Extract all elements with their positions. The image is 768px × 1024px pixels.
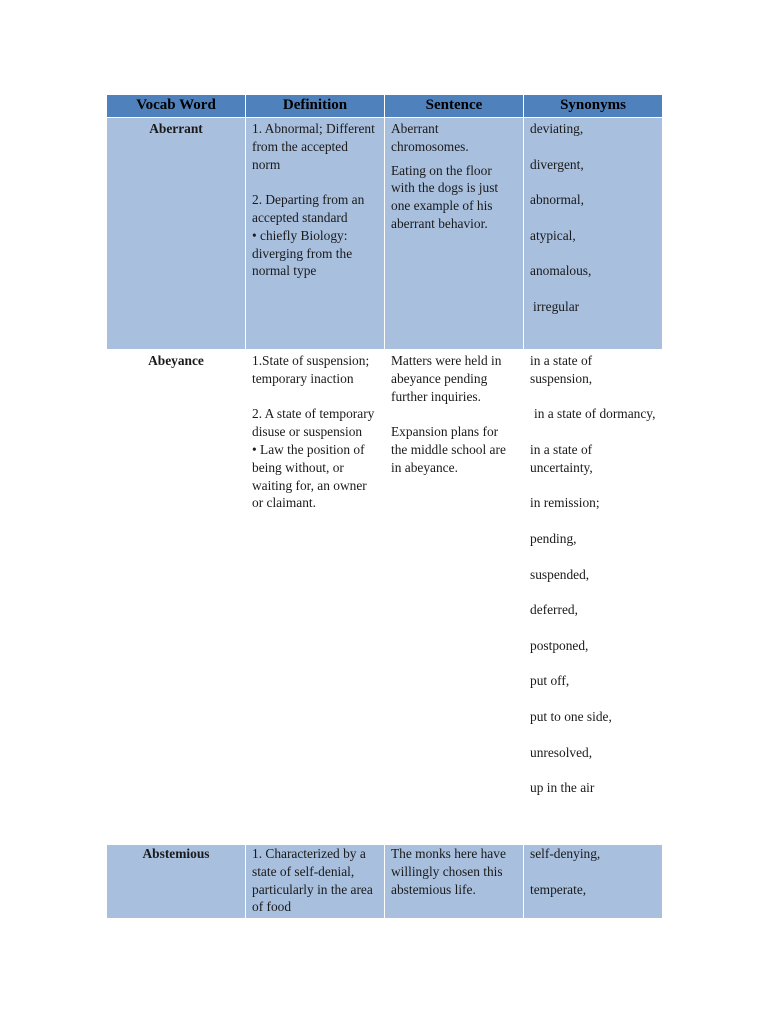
synonym-item: in remission;: [530, 495, 600, 511]
header-definition: Definition: [246, 95, 385, 118]
synonyms-cell: [524, 118, 663, 350]
definition-cell: [246, 118, 385, 350]
synonym-item: abnormal,: [530, 192, 584, 208]
synonyms-cell: [524, 350, 663, 845]
definition-note: • chiefly Biology: diverging from the normal type: [252, 227, 353, 279]
definition-text: 2. A state of temporary disuse or suspension: [252, 406, 375, 440]
synonym-item: irregular: [533, 298, 580, 314]
sentence-text: Aberrant chromosomes.: [391, 121, 469, 154]
synonym-item: anomalous,: [530, 263, 592, 279]
definition-text: 1.State of suspension; temporary inaction: [252, 353, 370, 386]
header-synonyms: Synonyms: [524, 95, 663, 118]
synonym-item: in a state of dormancy,: [534, 406, 656, 422]
vocab-word-cell: Abstemious: [107, 845, 246, 919]
synonym-item: postponed,: [530, 637, 589, 653]
sentence-text: The monks here have willingly chosen this abstemious life.: [391, 846, 506, 897]
definition-cell: [246, 845, 385, 919]
table-row: [107, 845, 663, 919]
vocab-word-cell: Abeyance: [107, 350, 246, 845]
sentence-text: Eating on the floor with the dogs is just one example of his aberrant behavior.: [391, 162, 499, 231]
sentence-cell: [385, 350, 524, 845]
table-row: [107, 118, 663, 350]
synonym-item: put to one side,: [530, 708, 612, 724]
synonym-item: suspended,: [530, 566, 590, 582]
header-sentence: Sentence: [385, 95, 524, 118]
synonym-item: deviating,: [530, 121, 584, 136]
sentence-text: Expansion plans for the middle school are in abeyance.: [391, 424, 506, 475]
definition-text: 1. Abnormal; Different from the accepted norm: [252, 121, 375, 172]
vocab-word-cell: Aberrant: [107, 118, 246, 350]
vocab-table: [106, 94, 663, 919]
synonym-item: in a state of uncertainty,: [530, 441, 593, 475]
synonym-item: deferred,: [530, 602, 578, 618]
synonyms-cell: [524, 845, 663, 919]
synonym-item: self-denying,: [530, 846, 601, 861]
definition-cell: [246, 350, 385, 845]
table-row: [107, 350, 663, 845]
definition-text: 2. Departing from an accepted standard: [252, 192, 365, 225]
synonym-item: temperate,: [530, 881, 587, 897]
definition-note: • Law the position of being without, or waiting for, an owner or claimant.: [252, 441, 367, 511]
sentence-text: Matters were held in abeyance pending further inquiries.: [391, 353, 502, 404]
synonym-item: put off,: [530, 673, 570, 689]
synonym-item: unresolved,: [530, 744, 593, 760]
synonym-item: pending,: [530, 530, 577, 546]
sentence-cell: [385, 118, 524, 350]
synonym-item: divergent,: [530, 156, 584, 172]
synonym-item: atypical,: [530, 227, 576, 243]
synonym-item: in a state of suspension,: [530, 353, 593, 386]
definition-text: 1. Characterized by a state of self-denial, particularly in the area of food: [252, 846, 373, 915]
sentence-cell: [385, 845, 524, 919]
table-header-row: [107, 95, 663, 118]
synonym-item: up in the air: [530, 780, 595, 796]
header-vocab-word: Vocab Word: [107, 95, 246, 118]
